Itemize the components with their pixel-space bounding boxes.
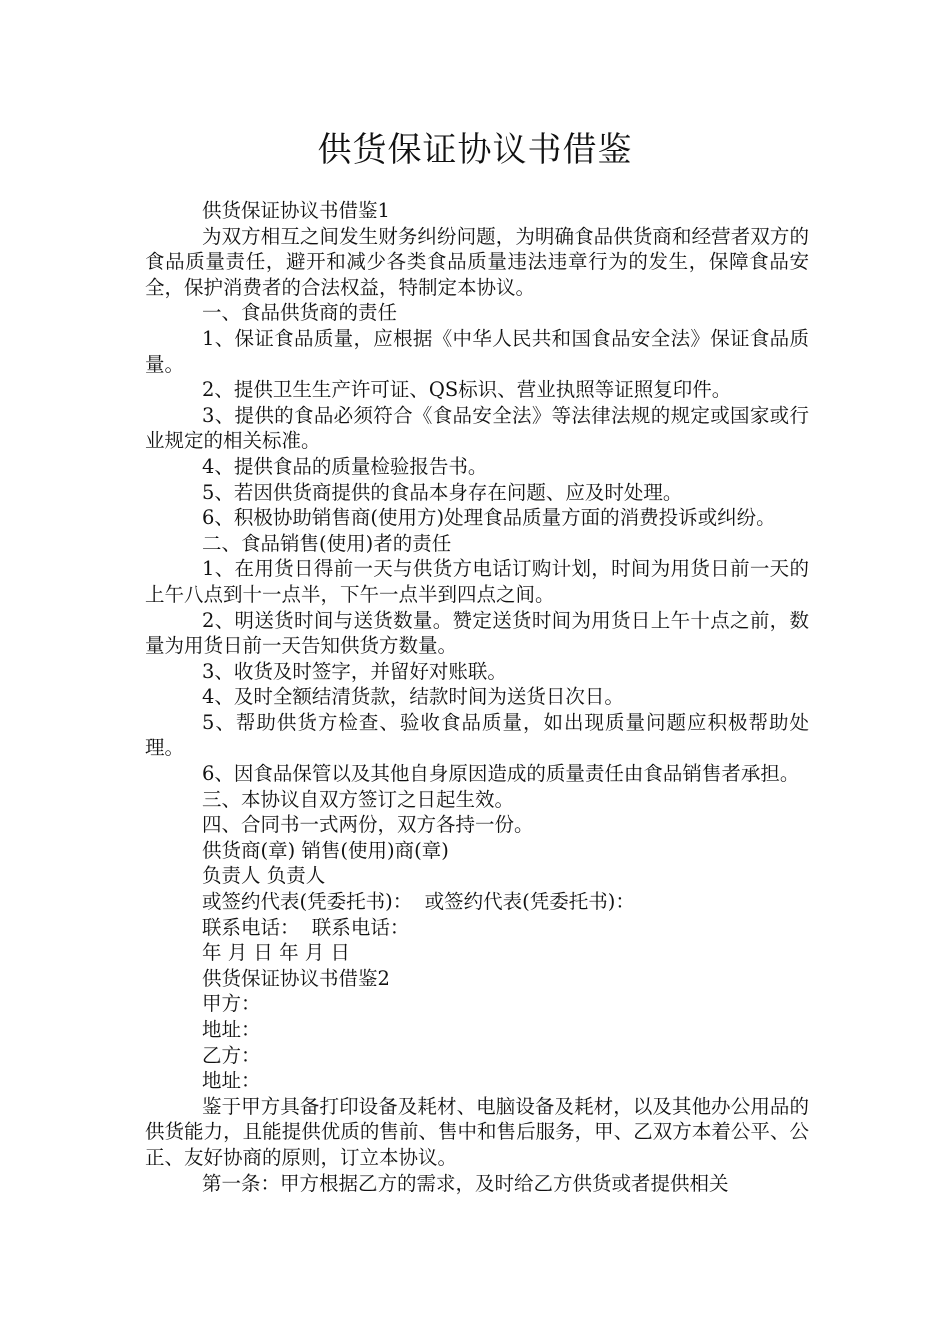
clause-copies: 四、合同书一式两份，双方各持一份。 <box>202 813 534 837</box>
party-a-label: 甲方： <box>202 992 261 1016</box>
supplier-duty-4: 4、提供食品的质量检验报告书。 <box>202 454 488 478</box>
supplier-duty-1: 1、保证食品质量，应根据《中华人民共和国食品安全法》保证食品质量。 <box>145 326 809 376</box>
supplier-duty-5: 5、若因供货商提供的食品本身存在问题、应及时处理。 <box>202 480 683 504</box>
seller-duties-heading: 二、食品销售(使用)者的责任 <box>202 531 452 555</box>
intro-paragraph: 为双方相互之间发生财务纠纷问题，为明确食品供货商和经营者双方的食品质量责任，避开和减少各类食品质量违法违章行为的发生，保障食品安全，保护消费者的合法权益，特制定本协议。 <box>145 224 809 299</box>
seller-duty-6: 6、因食品保管以及其他自身原因造成的质量责任由食品销售者承担。 <box>202 762 800 786</box>
signature-date: 年 月 日 年 月 日 <box>202 941 350 965</box>
seller-duty-5: 5、帮助供货方检查、验收食品质量，如出现质量问题应积极帮助处理。 <box>145 710 809 760</box>
party-a-address-label: 地址： <box>202 1018 261 1041</box>
signature-responsible: 负责人 负责人 <box>202 864 326 888</box>
supplier-duty-2: 2、提供卫生生产许可证、QS标识、营业执照等证照复印件。 <box>202 378 732 402</box>
seller-duty-1: 1、在用货日得前一天与供货方电话订购计划，时间为用货日前一天的上午八点到十一点半，下午一点半到四点之间。 <box>145 557 809 606</box>
signature-representative: 或签约代表(凭委托书)： 或签约代表(凭委托书)： <box>202 890 635 914</box>
article-1: 第一条：甲方根据乙方的需求，及时给乙方供货或者提供相关 <box>202 1171 729 1195</box>
supplier-duty-3: 3、提供的食品必须符合《食品安全法》等法律法规的规定或国家或行业规定的相关标准。 <box>145 403 809 453</box>
seller-duty-4: 4、及时全额结清货款，结款时间为送货日次日。 <box>202 685 624 709</box>
party-b-label: 乙方： <box>202 1043 261 1067</box>
seller-duty-2: 2、明送货时间与送货数量。赞定送货时间为用货日上午十点之前，数量为用货日前一天告知供货方数量。 <box>145 608 809 658</box>
section-heading-2: 供货保证协议书借鉴2 <box>202 966 390 990</box>
signature-phone: 联系电话： 联系电话： <box>202 915 410 939</box>
supplier-duties-heading: 一、食品供货商的责任 <box>202 301 398 325</box>
party-b-address-label: 地址： <box>202 1069 261 1093</box>
document-body <box>145 198 809 1196</box>
section-heading-1: 供货保证协议书借鉴1 <box>202 199 390 222</box>
agreement-preamble: 鉴于甲方具备打印设备及耗材、电脑设备及耗材，以及其他办公用品的供货能力，且能提供优质的售前、售中和售后服务，甲、乙双方本着公平、公正、友好协商的原则，订立本协议。 <box>145 1094 809 1169</box>
supplier-duty-6: 6、积极协助销售商(使用方)处理食品质量方面的消费投诉或纠纷。 <box>202 506 776 530</box>
signature-parties: 供货商(章) 销售(使用)商(章) <box>202 838 449 862</box>
clause-effective: 三、本协议自双方签订之日起生效。 <box>202 787 515 811</box>
document-title: 供货保证协议书借鉴 <box>317 130 633 170</box>
seller-duty-3: 3、收货及时签字，并留好对账联。 <box>202 659 507 683</box>
